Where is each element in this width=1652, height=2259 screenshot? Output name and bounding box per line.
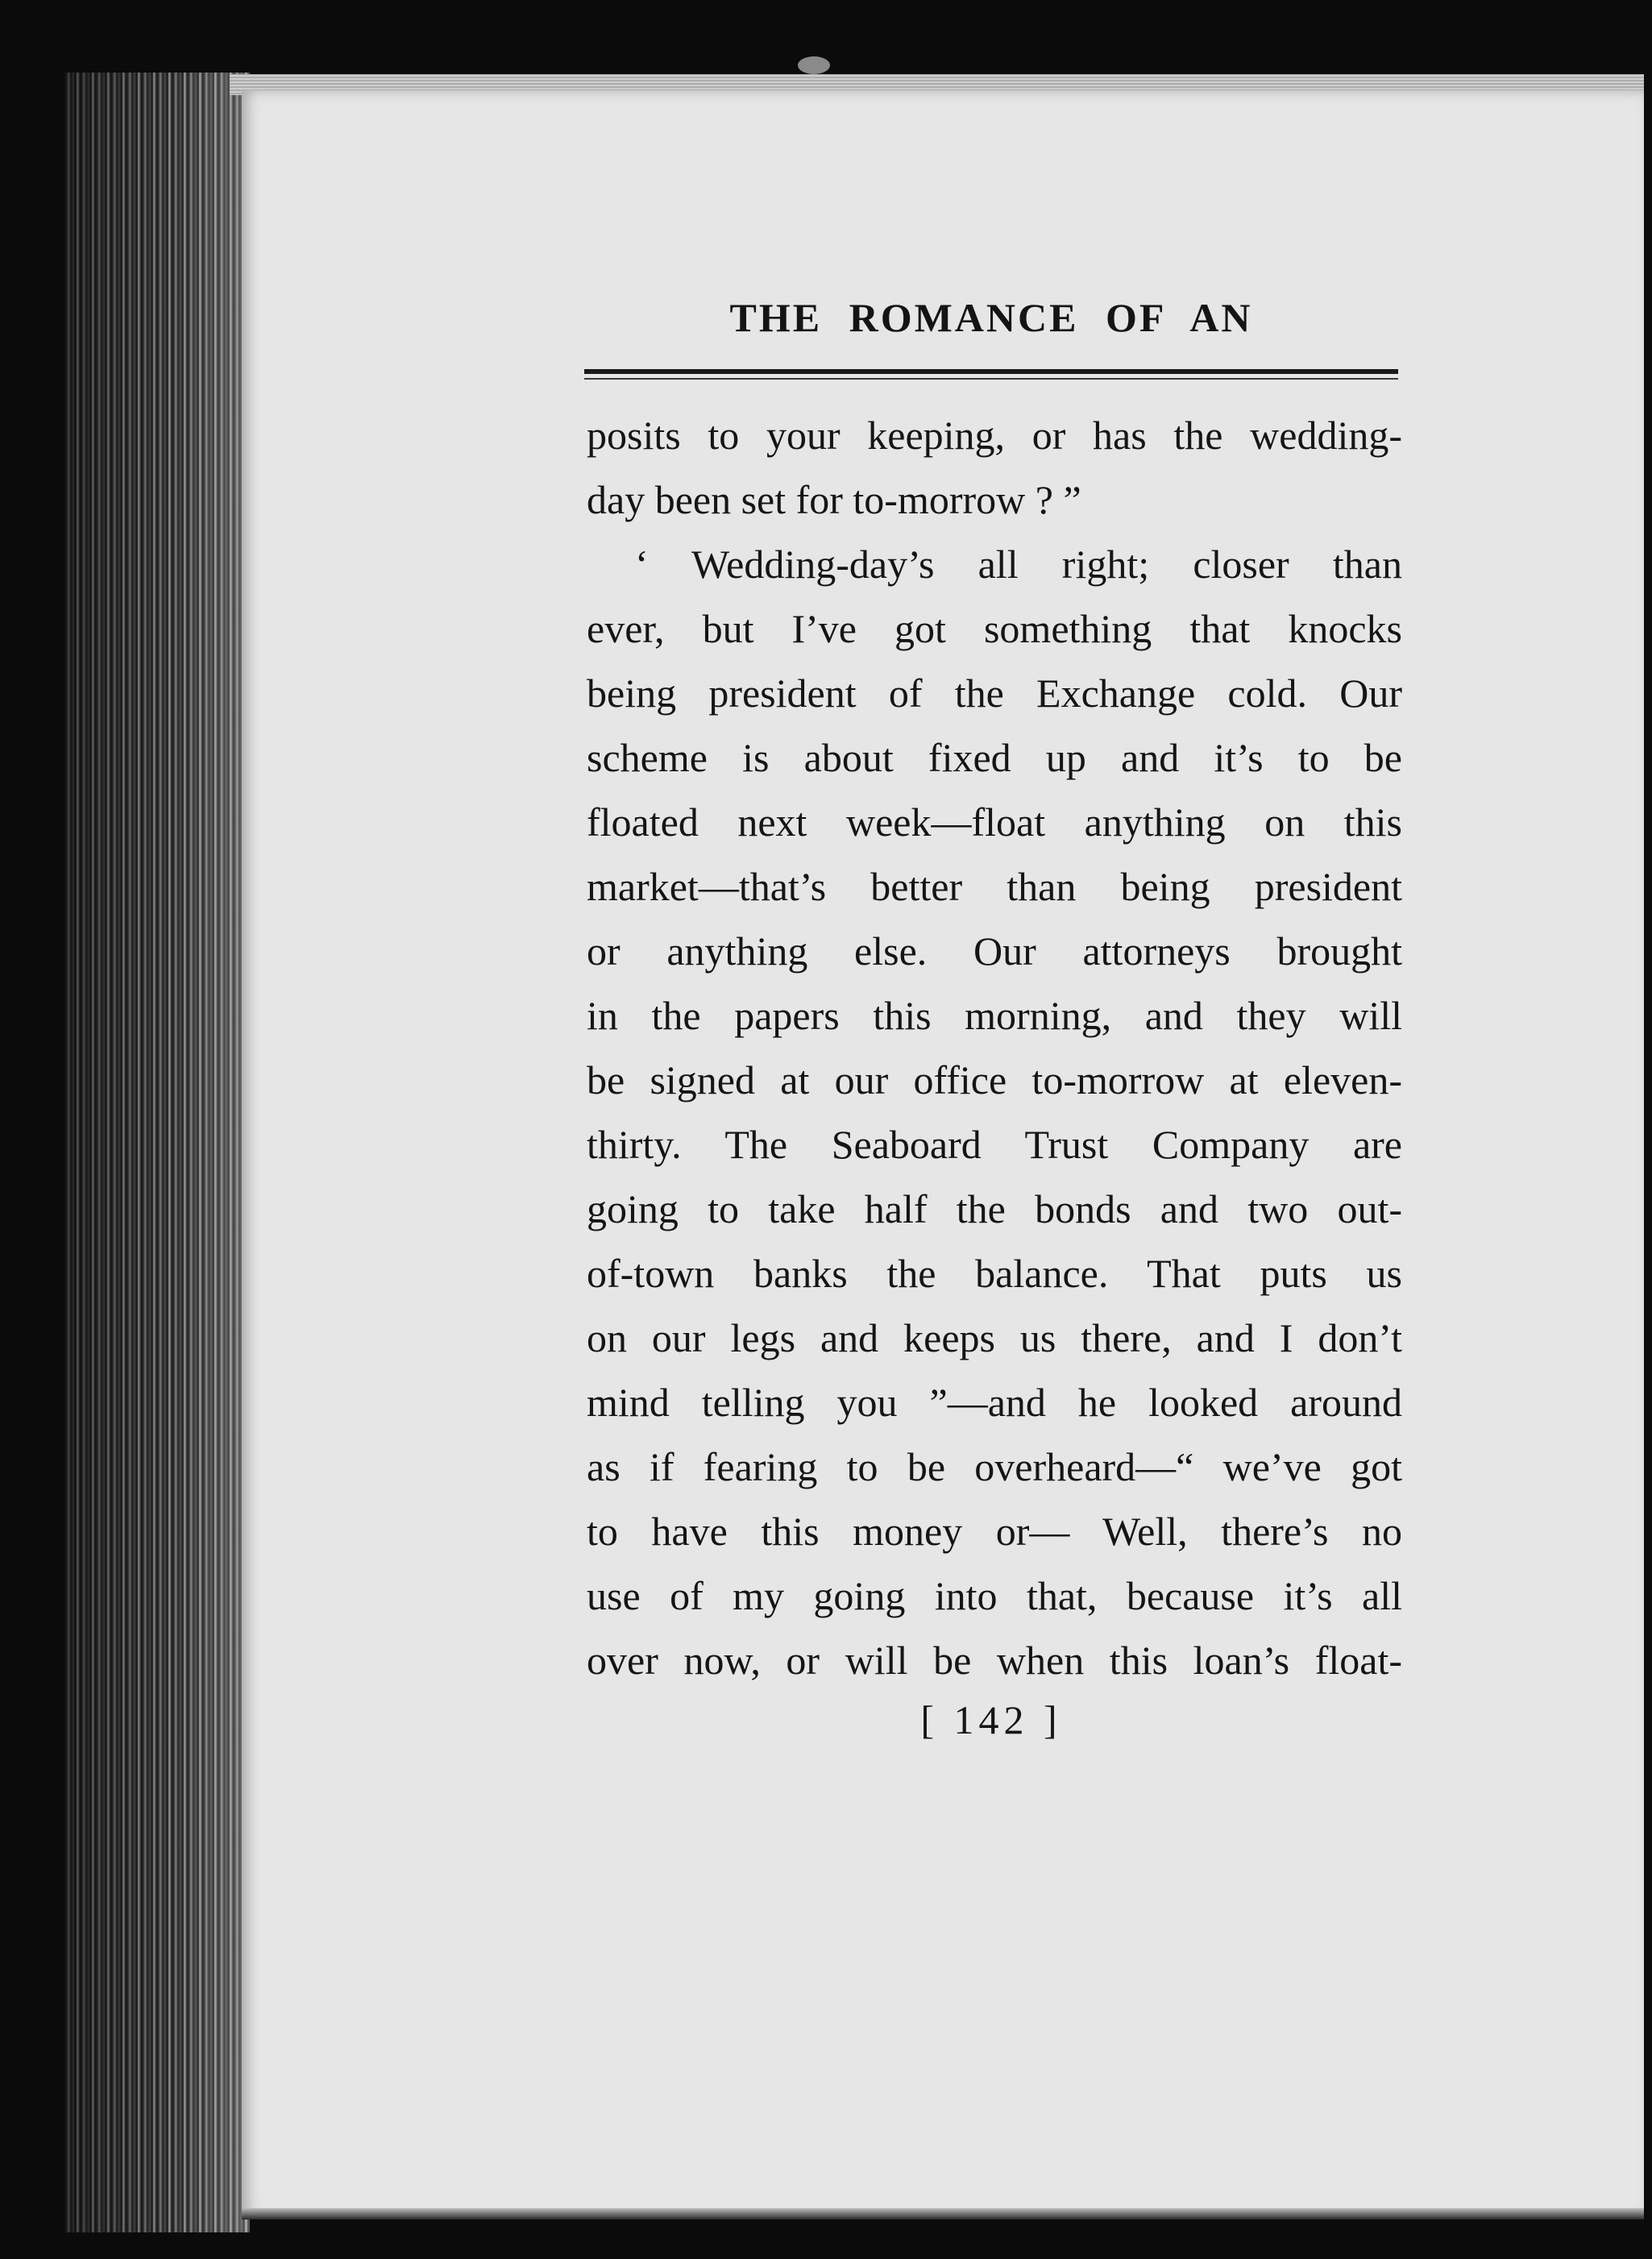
header-rule-thin [584, 378, 1398, 380]
text-line: of-town banks the balance. That puts us [587, 1251, 1402, 1296]
body-text [587, 403, 1402, 1692]
text-line: going to take half the bonds and two out- [587, 1186, 1402, 1231]
text-line: being president of the Exchange cold. Our [587, 671, 1402, 716]
text-line: ever, but I’ve got something that knocks [587, 606, 1402, 651]
text-line: use of my going into that, because it’s all [587, 1573, 1402, 1618]
text-line: day been set for to-morrow ? ” [587, 477, 1081, 522]
text-line: market—that’s better than being president [587, 864, 1402, 909]
text-line: on our legs and keeps us there, and I don’t [587, 1315, 1402, 1360]
text-line: posits to your keeping, or has the wedding- [587, 413, 1402, 458]
text-line: over now, or will be when this loan’s float- [587, 1638, 1402, 1683]
text-line: scheme is about fixed up and it’s to be [587, 735, 1402, 780]
header-rule [584, 369, 1398, 374]
text-line: be signed at our office to-morrow at eleven- [587, 1057, 1402, 1103]
scan-clip-mark [798, 56, 830, 74]
text-line: or anything else. Our attorneys brought [587, 928, 1402, 974]
text-line: mind telling you ”—and he looked around [587, 1380, 1402, 1425]
page-bottom-edge [242, 2208, 1644, 2220]
text-line: as if fearing to be overheard—“ we’ve got [587, 1444, 1402, 1489]
page-number: [ 142 ] [920, 1697, 1062, 1742]
book-spine-shadow [64, 73, 250, 2232]
text-line: to have this money or— Well, there’s no [587, 1509, 1402, 1554]
text-line: floated next week—float anything on this [587, 799, 1402, 845]
text-line: ‘ Wedding-day’s all right; closer than [635, 542, 1402, 587]
text-line: in the papers this morning, and they will [587, 993, 1402, 1038]
running-title: THE ROMANCE OF AN [729, 295, 1253, 340]
text-line: thirty. The Seaboard Trust Company are [587, 1122, 1402, 1167]
